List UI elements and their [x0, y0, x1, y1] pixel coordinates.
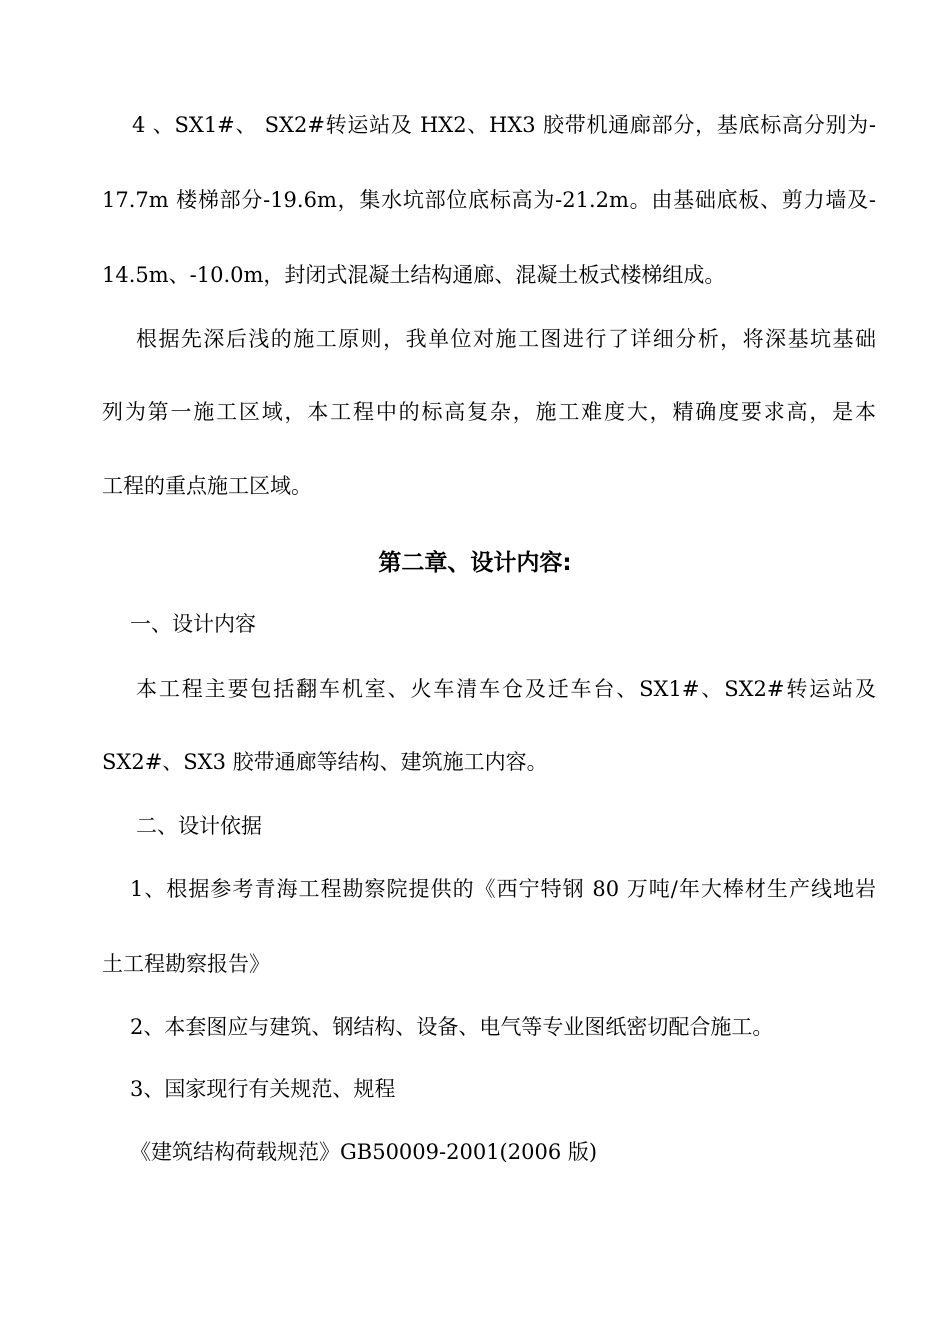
paragraph-2-line-3: 工程的重点施工区域。 [102, 474, 312, 498]
section-2-item-3: 3、国家现行有关规范、规程 [130, 1077, 396, 1101]
paragraph-1-line-3: 14.5m、-10.0m，封闭式混凝土结构通廊、混凝土板式楼梯组成。 [102, 263, 726, 287]
section-2-title: 二、设计依据 [136, 814, 262, 838]
chapter-title: 第二章、设计内容: [378, 550, 572, 576]
section-2-item-1-line-1: 1、根据参考青海工程勘察院提供的《西宁特钢 80 万吨/年大棒材生产线地岩 [130, 877, 876, 901]
section-1-line-1: 本工程主要包括翻车机室、火车清车仓及迁车台、SX1#、SX2#转运站及 [136, 677, 876, 701]
section-1-title: 一、设计内容 [130, 612, 256, 636]
section-1-line-2: SX2#、SX3 胶带通廊等结构、建筑施工内容。 [102, 750, 548, 774]
paragraph-1-line-2: 17.7m 楼梯部分-19.6m，集水坑部位底标高为-21.2m。由基础底板、剪力墙及- [102, 188, 876, 212]
section-2-item-1-line-2: 土工程勘察报告》 [102, 952, 270, 976]
paragraph-2-line-1: 根据先深后浅的施工原则，我单位对施工图进行了详细分析，将深基坑基础 [136, 327, 876, 351]
paragraph-1-line-1: 4 、SX1#、 SX2#转运站及 HX2、HX3 胶带机通廊部分，基底标高分别为- [132, 113, 876, 137]
standard-reference-1: 《建筑结构荷载规范》GB50009-2001(2006 版) [130, 1140, 598, 1164]
paragraph-2-line-2: 列为第一施工区域，本工程中的标高复杂，施工难度大，精确度要求高，是本 [102, 400, 876, 424]
section-2-item-2: 2、本套图应与建筑、钢结构、设备、电气等专业图纸密切配合施工。 [130, 1015, 774, 1039]
